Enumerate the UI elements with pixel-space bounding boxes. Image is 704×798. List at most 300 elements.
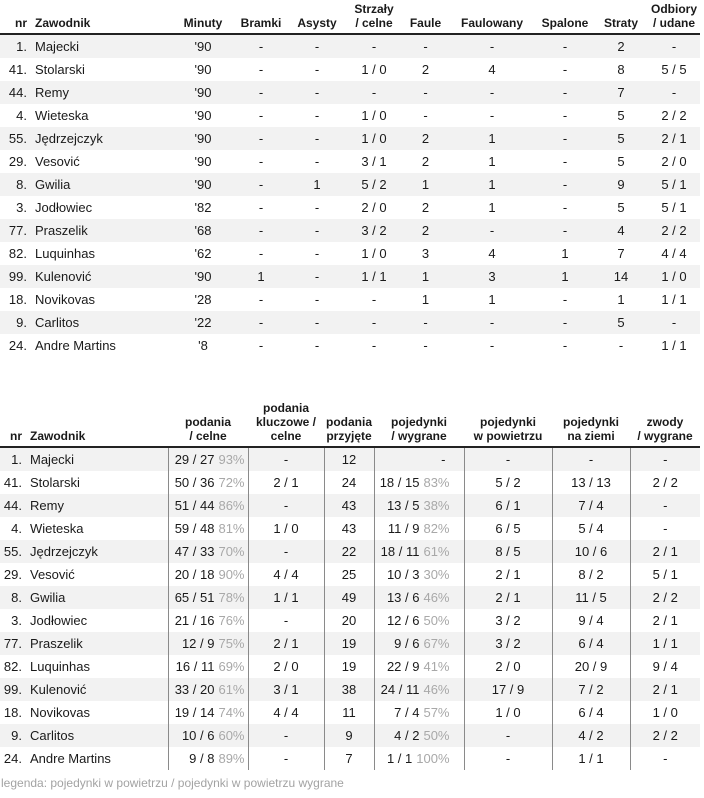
cell-fouled: - xyxy=(448,81,536,104)
cell-fouls: 1 xyxy=(403,173,448,196)
cell-air-duels: 6 / 5 xyxy=(464,517,552,540)
cell-passes-value: 20 / 18 xyxy=(174,567,215,582)
cell-offside: - xyxy=(536,34,594,58)
cell-duels-percent: 50% xyxy=(423,613,450,628)
cell-assists: - xyxy=(314,338,320,353)
table-row xyxy=(0,81,700,104)
col-air-duels-header: pojedynki w powietrzu xyxy=(464,401,552,447)
col-player-header: Zawodnik xyxy=(28,401,168,447)
cell-goals: - xyxy=(233,34,289,58)
col-goals-header: Bramki xyxy=(233,0,289,34)
player-name: Jodłowiec xyxy=(28,609,168,632)
cell-losses: 5 xyxy=(617,200,625,215)
cell-air-duels: - xyxy=(464,447,552,471)
player-number: 77. xyxy=(0,219,33,242)
cell-duels-percent: 100% xyxy=(416,751,450,766)
cell-offside: - xyxy=(562,292,568,307)
cell-received: 12 xyxy=(324,447,374,471)
cell-contests: 1 / 0 xyxy=(652,705,678,720)
cell-passes xyxy=(168,632,248,655)
cell-contests: - xyxy=(630,494,700,517)
player-number: 24. xyxy=(3,751,22,766)
passing-duels-table xyxy=(0,401,700,770)
cell-passes xyxy=(168,447,248,471)
cell-duels-percent: 82% xyxy=(423,521,450,536)
cell-duels-percent: 46% xyxy=(423,590,450,605)
cell-fouled: 4 xyxy=(488,246,496,261)
cell-losses: 8 xyxy=(617,62,625,77)
player-number: 55. xyxy=(0,127,33,150)
col-minutes-header: Minuty xyxy=(173,0,233,34)
cell-passes-percent: 74% xyxy=(218,705,245,720)
player-name: Praszelik xyxy=(33,219,173,242)
cell-shots: 3 / 2 xyxy=(345,219,403,242)
col-fouls-header: Faule xyxy=(403,0,448,34)
cell-goals: - xyxy=(233,173,289,196)
cell-shots: - xyxy=(345,81,403,104)
cell-duels-value: 10 / 3 xyxy=(386,567,420,582)
table-row xyxy=(0,609,700,632)
player-name: Gwilia xyxy=(28,586,168,609)
cell-passes xyxy=(168,609,248,632)
player-number: 41. xyxy=(8,62,27,77)
cell-shots: - xyxy=(345,34,403,58)
player-name: Gwilia xyxy=(33,173,173,196)
cell-duels-value: 9 / 6 xyxy=(394,636,420,651)
cell-offside: 1 xyxy=(561,246,569,261)
player-name: Majecki xyxy=(28,447,168,471)
table-row xyxy=(0,196,700,219)
cell-fouled: 1 xyxy=(488,292,496,307)
cell-passes-value: 21 / 16 xyxy=(174,613,215,628)
cell-duels xyxy=(374,724,464,747)
col-losses-header: Straty xyxy=(594,0,648,34)
table-row xyxy=(0,288,700,311)
cell-assists: - xyxy=(314,62,320,77)
cell-passes-percent: 70% xyxy=(218,544,245,559)
player-number: 18. xyxy=(8,292,27,307)
cell-losses: 7 xyxy=(617,246,625,261)
col-contests-header: zwody / wygrane xyxy=(630,401,700,447)
cell-passes xyxy=(168,655,248,678)
legend-note: legenda: pojedynki w powietrzu / pojedynki w powietrzu wygrane xyxy=(1,776,344,790)
cell-assists: - xyxy=(289,34,345,58)
cell-duels-value: 4 / 2 xyxy=(394,728,420,743)
cell-assists: - xyxy=(289,265,345,288)
cell-air-duels: 2 / 0 xyxy=(464,655,552,678)
cell-recoveries: 4 / 4 xyxy=(661,246,687,261)
cell-key-passes: - xyxy=(248,494,324,517)
cell-duels-percent: 46% xyxy=(423,682,450,697)
cell-recoveries: 2 / 1 xyxy=(648,127,700,150)
cell-air-duels: 8 / 5 xyxy=(464,540,552,563)
cell-minutes: '90 xyxy=(173,34,233,58)
cell-duels-percent: 41% xyxy=(423,659,450,674)
cell-losses: 7 xyxy=(594,81,648,104)
cell-recoveries: - xyxy=(648,81,700,104)
cell-received: 43 xyxy=(324,517,374,540)
table-row xyxy=(0,173,700,196)
cell-air-duels: 5 / 2 xyxy=(464,471,552,494)
cell-passes-percent: 60% xyxy=(218,728,245,743)
player-name: Carlitos xyxy=(28,724,168,747)
cell-duels-percent: 67% xyxy=(423,636,450,651)
cell-fouls: 2 xyxy=(421,154,430,169)
cell-goals: - xyxy=(258,338,264,353)
player-name: Luquinhas xyxy=(35,246,95,261)
col-offside-header: Spalone xyxy=(536,0,594,34)
cell-fouled: 1 xyxy=(488,154,496,169)
cell-shots: 1 / 0 xyxy=(361,108,387,123)
cell-recoveries: 5 / 1 xyxy=(648,173,700,196)
cell-goals: - xyxy=(233,219,289,242)
player-number: 18. xyxy=(3,705,22,720)
cell-contests: 2 / 1 xyxy=(652,613,678,628)
player-number: 3. xyxy=(16,200,27,215)
cell-offside: - xyxy=(536,127,594,150)
cell-passes xyxy=(168,747,248,770)
col-shots-header: Strzały / celne xyxy=(345,0,403,34)
cell-key-passes: - xyxy=(248,724,324,747)
cell-passes-value: 33 / 20 xyxy=(174,682,215,697)
cell-losses: 9 xyxy=(594,173,648,196)
cell-ground-duels: 9 / 4 xyxy=(552,609,630,632)
cell-losses: 5 xyxy=(617,154,625,169)
cell-assists: - xyxy=(289,81,345,104)
table-row xyxy=(0,540,700,563)
cell-fouls: 1 xyxy=(403,265,448,288)
cell-ground-duels: 7 / 2 xyxy=(552,678,630,701)
cell-assists: - xyxy=(314,154,320,169)
cell-recoveries: 1 / 1 xyxy=(661,292,687,307)
player-number: 44. xyxy=(0,81,33,104)
table-row xyxy=(0,724,700,747)
cell-minutes: '8 xyxy=(198,338,208,353)
cell-minutes: '90 xyxy=(173,265,233,288)
player-name: Andre Martins xyxy=(28,747,168,770)
cell-passes-value: 50 / 36 xyxy=(174,475,215,490)
cell-shots: 1 / 0 xyxy=(361,62,387,77)
cell-recoveries: 2 / 2 xyxy=(648,219,700,242)
cell-fouls: - xyxy=(423,338,428,353)
cell-passes-value: 10 / 6 xyxy=(181,728,215,743)
player-name: Vesović xyxy=(28,563,168,586)
cell-passes-percent: 86% xyxy=(218,498,245,513)
cell-offside: - xyxy=(536,173,594,196)
table-row xyxy=(0,104,700,127)
cell-shots: - xyxy=(371,338,377,353)
cell-duels xyxy=(374,563,464,586)
table-row xyxy=(0,150,700,173)
cell-duels-value: 7 / 4 xyxy=(394,705,420,720)
table-row xyxy=(0,494,700,517)
table-row xyxy=(0,242,700,265)
cell-contests: - xyxy=(663,521,668,536)
col-fouled-header: Faulowany xyxy=(448,0,536,34)
player-number: 99. xyxy=(0,678,28,701)
cell-duels-value: 12 / 6 xyxy=(386,613,420,628)
cell-goals: - xyxy=(258,62,264,77)
cell-air-duels: 2 / 1 xyxy=(464,586,552,609)
cell-shots: - xyxy=(371,292,377,307)
table-row xyxy=(0,517,700,540)
player-name: Remy xyxy=(33,81,173,104)
cell-ground-duels: 11 / 5 xyxy=(552,586,630,609)
table-row xyxy=(0,701,700,724)
player-number: 99. xyxy=(0,265,33,288)
cell-minutes: '62 xyxy=(194,246,212,261)
cell-minutes: '90 xyxy=(173,173,233,196)
cell-duels xyxy=(374,471,464,494)
cell-recoveries: - xyxy=(648,34,700,58)
table-row xyxy=(0,586,700,609)
col-player-header: Zawodnik xyxy=(33,0,173,34)
cell-recoveries: 2 / 2 xyxy=(661,108,687,123)
cell-passes xyxy=(168,494,248,517)
cell-contests: 2 / 2 xyxy=(630,586,700,609)
table-row xyxy=(0,219,700,242)
cell-minutes: '22 xyxy=(173,311,233,334)
cell-key-passes: 4 / 4 xyxy=(248,563,324,586)
cell-fouled: 1 xyxy=(448,173,536,196)
cell-received: 19 xyxy=(324,655,374,678)
col-nr-header: nr xyxy=(0,0,33,34)
cell-received: 25 xyxy=(324,563,374,586)
player-name: Carlitos xyxy=(33,311,173,334)
cell-goals: - xyxy=(233,311,289,334)
cell-offside: - xyxy=(562,154,568,169)
player-number: 82. xyxy=(8,246,27,261)
cell-passes xyxy=(168,586,248,609)
cell-passes xyxy=(168,471,248,494)
cell-fouls: 2 xyxy=(421,62,430,77)
cell-minutes: '90 xyxy=(194,154,212,169)
cell-fouls: 3 xyxy=(421,246,430,261)
cell-losses: 5 xyxy=(617,108,625,123)
table-row xyxy=(0,34,700,58)
cell-duels-percent: 50% xyxy=(423,728,450,743)
cell-contests: 9 / 4 xyxy=(652,659,678,674)
cell-duels-value: 13 / 6 xyxy=(386,590,420,605)
cell-received: 49 xyxy=(324,586,374,609)
cell-minutes: '90 xyxy=(194,62,212,77)
table-row xyxy=(0,747,700,770)
cell-shots: 1 / 0 xyxy=(361,246,387,261)
cell-shots: 3 / 1 xyxy=(361,154,387,169)
cell-minutes: '68 xyxy=(173,219,233,242)
player-name: Jędrzejczyk xyxy=(33,127,173,150)
player-name: Wieteska xyxy=(35,108,89,123)
cell-assists: 1 xyxy=(289,173,345,196)
player-number: 8. xyxy=(0,586,28,609)
cell-goals: 1 xyxy=(233,265,289,288)
cell-ground-duels: 10 / 6 xyxy=(552,540,630,563)
player-name: Kulenović xyxy=(33,265,173,288)
cell-key-passes: 2 / 0 xyxy=(248,655,324,678)
cell-received: 24 xyxy=(324,471,374,494)
col-passes-header: podania / celne xyxy=(168,401,248,447)
cell-received: 11 xyxy=(324,701,374,724)
cell-duels xyxy=(374,447,464,471)
cell-passes-percent: 76% xyxy=(218,613,245,628)
cell-shots: - xyxy=(345,311,403,334)
cell-air-duels: - xyxy=(464,747,552,770)
cell-losses: 5 xyxy=(594,311,648,334)
cell-passes-percent: 78% xyxy=(218,590,245,605)
cell-losses: 14 xyxy=(594,265,648,288)
cell-air-duels: 17 / 9 xyxy=(464,678,552,701)
cell-air-duels: 2 / 1 xyxy=(464,563,552,586)
cell-passes xyxy=(168,563,248,586)
cell-fouled: 4 xyxy=(488,62,496,77)
table-row xyxy=(0,563,700,586)
cell-recoveries: 1 / 0 xyxy=(648,265,700,288)
cell-ground-duels: - xyxy=(552,447,630,471)
cell-goals: - xyxy=(258,292,264,307)
cell-duels-value: 11 / 9 xyxy=(387,521,420,536)
player-number: 82. xyxy=(3,659,22,674)
cell-duels-percent: 30% xyxy=(423,567,450,582)
cell-ground-duels: 5 / 4 xyxy=(552,517,630,540)
player-name: Andre Martins xyxy=(35,338,116,353)
cell-passes-value: 29 / 27 xyxy=(174,452,215,467)
cell-duels-value: 18 / 11 xyxy=(380,544,420,559)
cell-goals: - xyxy=(233,127,289,150)
player-name: Novikovas xyxy=(28,701,168,724)
cell-duels-percent: 57% xyxy=(423,705,450,720)
table-header-row xyxy=(0,0,700,34)
table-row xyxy=(0,334,700,357)
cell-ground-duels: 7 / 4 xyxy=(552,494,630,517)
cell-received: 43 xyxy=(324,494,374,517)
col-key-passes-header: podania kluczowe / celne xyxy=(248,401,324,447)
cell-losses: - xyxy=(618,338,624,353)
cell-recoveries: 5 / 1 xyxy=(661,200,687,215)
cell-ground-duels: 4 / 2 xyxy=(552,724,630,747)
cell-received: 20 xyxy=(324,609,374,632)
cell-shots: 5 / 2 xyxy=(345,173,403,196)
cell-contests: 2 / 1 xyxy=(630,678,700,701)
cell-duels-percent: 38% xyxy=(423,498,450,513)
cell-assists: - xyxy=(314,246,320,261)
cell-minutes: '90 xyxy=(173,81,233,104)
cell-ground-duels: 20 / 9 xyxy=(552,655,630,678)
col-assists-header: Asysty xyxy=(289,0,345,34)
player-name: Jędrzejczyk xyxy=(28,540,168,563)
player-name: Majecki xyxy=(33,34,173,58)
cell-duels-percent: 83% xyxy=(423,475,450,490)
cell-passes-value: 47 / 33 xyxy=(174,544,215,559)
player-number: 4. xyxy=(16,108,27,123)
cell-passes-value: 16 / 11 xyxy=(175,659,215,674)
cell-minutes: '28 xyxy=(194,292,212,307)
cell-fouled: 3 xyxy=(448,265,536,288)
cell-minutes: '82 xyxy=(194,200,212,215)
cell-goals: - xyxy=(258,246,264,261)
player-number: 8. xyxy=(0,173,33,196)
col-ground-duels-header: pojedynki na ziemi xyxy=(552,401,630,447)
player-name: Wieteska xyxy=(28,517,168,540)
col-recoveries-header: Odbiory / udane xyxy=(648,0,700,34)
player-number: 44. xyxy=(0,494,28,517)
cell-duels xyxy=(374,540,464,563)
player-name: Vesović xyxy=(35,154,80,169)
cell-fouls: - xyxy=(423,108,428,123)
cell-fouled: - xyxy=(448,219,536,242)
col-received-header: podania przyjęte xyxy=(324,401,374,447)
cell-passes-percent: 72% xyxy=(218,475,245,490)
cell-air-duels: - xyxy=(464,724,552,747)
table-row xyxy=(0,678,700,701)
table-row xyxy=(0,127,700,150)
table-row xyxy=(0,655,700,678)
cell-air-duels: 3 / 2 xyxy=(464,609,552,632)
cell-fouls: - xyxy=(403,311,448,334)
player-name: Stolarski xyxy=(28,471,168,494)
cell-losses: 1 xyxy=(617,292,625,307)
cell-recoveries: 5 / 5 xyxy=(661,62,687,77)
cell-key-passes: 2 / 1 xyxy=(248,471,324,494)
cell-ground-duels: 6 / 4 xyxy=(552,701,630,724)
cell-passes-percent: 69% xyxy=(218,659,245,674)
cell-key-passes: 2 / 1 xyxy=(248,632,324,655)
cell-offside: - xyxy=(562,108,568,123)
cell-losses: 4 xyxy=(594,219,648,242)
cell-key-passes: 1 / 0 xyxy=(248,517,324,540)
cell-duels-value: 22 / 9 xyxy=(386,659,420,674)
cell-fouls: - xyxy=(403,81,448,104)
cell-offside: - xyxy=(562,338,568,353)
player-name: Remy xyxy=(28,494,168,517)
cell-recoveries: 2 / 0 xyxy=(661,154,687,169)
cell-ground-duels: 8 / 2 xyxy=(552,563,630,586)
player-number: 1. xyxy=(0,447,28,471)
cell-assists: - xyxy=(314,292,320,307)
cell-minutes: '90 xyxy=(173,127,233,150)
col-nr-header: nr xyxy=(0,401,28,447)
cell-duels xyxy=(374,609,464,632)
player-number: 41. xyxy=(3,475,22,490)
cell-duels xyxy=(374,586,464,609)
cell-fouls: - xyxy=(403,34,448,58)
cell-fouled: - xyxy=(448,34,536,58)
cell-received: 19 xyxy=(324,632,374,655)
cell-air-duels: 6 / 1 xyxy=(464,494,552,517)
cell-fouls: 2 xyxy=(403,127,448,150)
cell-fouled: - xyxy=(489,338,495,353)
cell-duels xyxy=(374,701,464,724)
table-row xyxy=(0,265,700,288)
player-name: Luquinhas xyxy=(28,655,168,678)
cell-passes-percent: 75% xyxy=(218,636,245,651)
cell-contests: - xyxy=(663,751,668,766)
cell-fouls: 2 xyxy=(421,200,430,215)
cell-assists: - xyxy=(314,108,320,123)
cell-assists: - xyxy=(314,200,320,215)
cell-fouls: 2 xyxy=(403,219,448,242)
cell-goals: - xyxy=(258,154,264,169)
cell-contests: 2 / 1 xyxy=(630,540,700,563)
table-row xyxy=(0,311,700,334)
cell-air-duels: 3 / 2 xyxy=(464,632,552,655)
cell-ground-duels: 1 / 1 xyxy=(552,747,630,770)
cell-assists: - xyxy=(289,127,345,150)
cell-contests: - xyxy=(630,447,700,471)
cell-passes-value: 59 / 48 xyxy=(174,521,215,536)
cell-air-duels: 1 / 0 xyxy=(464,701,552,724)
cell-duels xyxy=(374,632,464,655)
cell-recoveries: 1 / 1 xyxy=(661,338,687,353)
